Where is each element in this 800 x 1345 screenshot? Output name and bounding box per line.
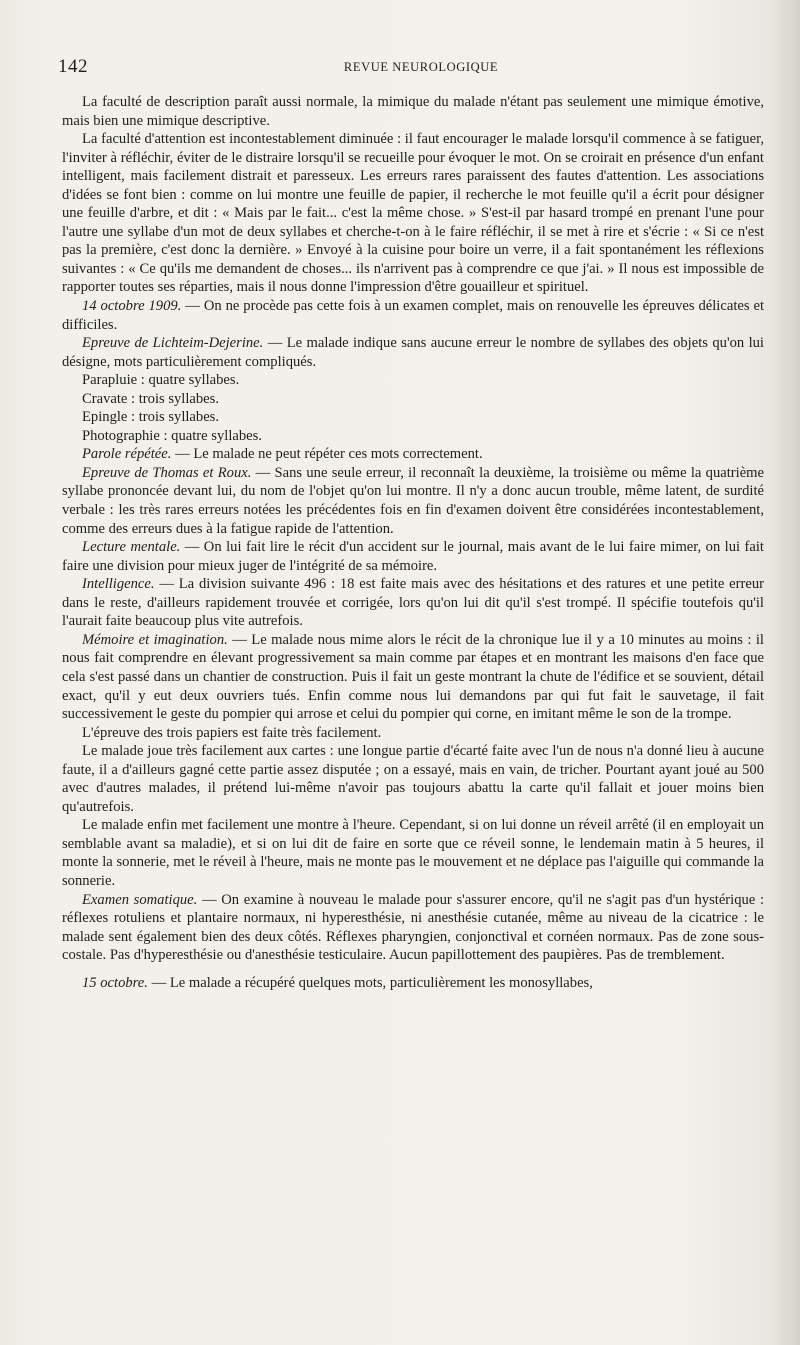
paragraph: [62, 724, 764, 743]
paragraph-heading: 15 octobre.: [82, 974, 148, 991]
paragraph-heading: Examen somatique.: [82, 891, 198, 908]
paragraph: [62, 816, 764, 890]
paragraph: [62, 445, 764, 464]
paragraph-heading: Epreuve de Lichteim-Dejerine.: [82, 335, 264, 352]
paragraph-text: La faculté de description paraît aussi normale, la mimique du malade n'étant pas seulement une mimique émotive, mais bien une mimique descriptive.: [62, 94, 764, 129]
paragraph-text: — La division suivante 496 : 18 est faite mais avec des hésitations et des ratures et une petite erreur dans le reste, d'ailleurs rapidement trouvée et corrigée, lors qu'on lui dit qu'il s'est trompé. Il spécifie toutefois qu'il l'aurait faite beaucoup plus vite autrefois.: [62, 576, 764, 630]
paragraph-text: Le malade enfin met facilement une montre à l'heure. Cependant, si on lui donne un réveil arrêté (il en employait un semblable avant sa maladie), et si on lui dit de faire en sorte que ce réveil sonne, le lendemain matin à 5 heures, il monte la sonnerie, met le réveil à l'heure, mais ne monte pas le mouvement et ne déplace pas l'aiguille qui commande la sonnerie.: [62, 817, 764, 889]
paragraph: [62, 427, 764, 446]
paragraph-text: Epingle : trois syllabes.: [82, 409, 220, 426]
paragraph-heading: Intelligence.: [82, 576, 155, 593]
paragraph: [62, 464, 764, 538]
paragraph: [62, 390, 764, 409]
paragraph: [62, 371, 764, 390]
paragraph-text: Le malade joue très facilement aux cartes : une longue partie d'écarté faite avec l'un de nous n'a donné lieu à aucune faute, il a d'ailleurs gagné cette partie assez disputée ; on a essayé, mais en vain, de tricher. Pourtant ayant joué au 500 avec d'autres malades, il prétend lui-même n'avoir pas toujours abattu la carte qu'il fallait et jouer moins bien qu'autrefois.: [62, 743, 764, 815]
paragraph-heading: 14 octobre 1909.: [82, 298, 182, 315]
paragraph-heading: Lecture mentale.: [82, 539, 181, 556]
paragraph-text: La faculté d'attention est incontestablement diminuée : il faut encourager le malade lorsqu'il commence à se fatiguer, l'inviter à réfléchir, éviter de le distraire lorsqu'il se recueille pour évoquer le mot. On se croirait en présence d'un enfant intelligent, mais facilement distrait et paresseux. Les erreurs rares paraissent des fautes d'attention. Les associations d'idées se font bien : comme on lui montre une feuille de papier, il recherche le mot feuille qu'il a écrit pour désigner une feuille d'arbre, et dit : « Mais par le fait... c'est la même chose. » S'est-il par hasard trompé en prenant l'une pour l'autre une syllabe d'un mot de deux syllabes et cherche-t-on à le faire réfléchir, il se met à rire et s'écrie : « Si ce n'est pas la première, c'est donc la dernière. » Envoyé à la cuisine pour boire un verre, il a fait spontanément les réflexions suivantes : « Ce qu'ils me demandent de choses... ils n'arrivent pas à comprendre ce que j'ai. » Il nous est impossible de rapporter toutes ses réparties, mais il nous donne l'impression d'être gouailleur et spirituel.: [62, 131, 764, 296]
paragraph: [62, 891, 764, 965]
page-number: 142: [58, 56, 88, 77]
paragraph-text: — Le malade indique sans aucune erreur le nombre de syllabes des objets qu'on lui désigne, mots particulièrement compliqués.: [62, 335, 764, 370]
paragraph: [62, 93, 764, 130]
paragraph-heading: Parole répétée.: [82, 446, 172, 463]
paragraph: [62, 334, 764, 371]
paragraph-text: L'épreuve des trois papiers est faite très facilement.: [82, 724, 382, 741]
running-head: REVUE NEUROLOGIQUE: [343, 60, 499, 74]
paragraph: [62, 538, 764, 575]
paragraph: [62, 408, 764, 427]
paragraph-text: Photographie : quatre syllabes.: [82, 427, 262, 444]
paragraph: [62, 742, 764, 816]
paragraph-text: — Le malade nous mime alors le récit de la chronique lue il y a 10 minutes au moins : il nous fait comprendre en élevant progressivement sa main comme par étapes et en montrant les maisons d'en face que cela s'est passé dans un chantier de construction. Puis il fait un geste montrant la chute de l'édifice et se souvient, détail exact, qu'il y eut deux ouvriers tués. Enfin comme nous lui demandons par qui fut fait le sauvetage, il fait successivement le geste du pompier qui arrose et celui du pompier qui corne, en imitant même le son de la trompe.: [62, 631, 764, 723]
page-header: [58, 56, 764, 78]
paragraph: [62, 297, 764, 334]
paragraph-heading: Mémoire et imagination.: [82, 631, 228, 648]
paragraph-text: Parapluie : quatre syllabes.: [82, 372, 240, 389]
paragraph-text: — Le malade ne peut répéter ces mots correctement.: [171, 446, 483, 463]
paragraph: [62, 631, 764, 724]
paragraph: [62, 974, 764, 993]
paragraph-text: — On ne procède pas cette fois à un examen complet, mais on renouvelle les épreuves délicates et difficiles.: [62, 298, 764, 333]
paragraph-text: — On examine à nouveau le malade pour s'assurer encore, qu'il ne s'agit pas d'un hystérique : réflexes rotuliens et plantaire normaux, ni hyperesthésie, ni anesthésie cutanée, même au niveau de la cicatrice : le malade sent également bien des deux côtés. Réflexes pharyngien, conjonctival et cornéen normaux. Pas de zone sous-costale. Pas d'hyperesthésie ou d'anesthésie testiculaire. Aucun papillottement des paupières. Pas de tremblement.: [62, 891, 764, 964]
paragraph: [62, 575, 764, 631]
paragraph-text: Cravate : trois syllabes.: [82, 390, 219, 407]
paragraph-text: — Sans une seule erreur, il reconnaît la deuxième, la troisième ou même la quatrième syllabe prononcée devant lui, du nom de l'objet qu'on lui montre. Il n'y a donc aucun trouble, même latent, de surdité verbale : les très rares erreurs notées les précédentes fois en fin d'examen doivent être considérées incontestablement, comme des erreurs dues à la fatigue rapide de l'attention.: [62, 464, 764, 537]
body-text: [62, 93, 764, 992]
paragraph-text: — On lui fait lire le récit d'un accident sur le journal, mais avant de le lui faire mimer, on lui fait faire une division pour mieux juger de l'intégrité de sa mémoire.: [62, 539, 764, 574]
paragraph: [62, 130, 764, 297]
paragraph-heading: Epreuve de Thomas et Roux.: [82, 464, 252, 481]
paragraph-text: — Le malade a récupéré quelques mots, particulièrement les monosyllabes,: [147, 974, 593, 991]
